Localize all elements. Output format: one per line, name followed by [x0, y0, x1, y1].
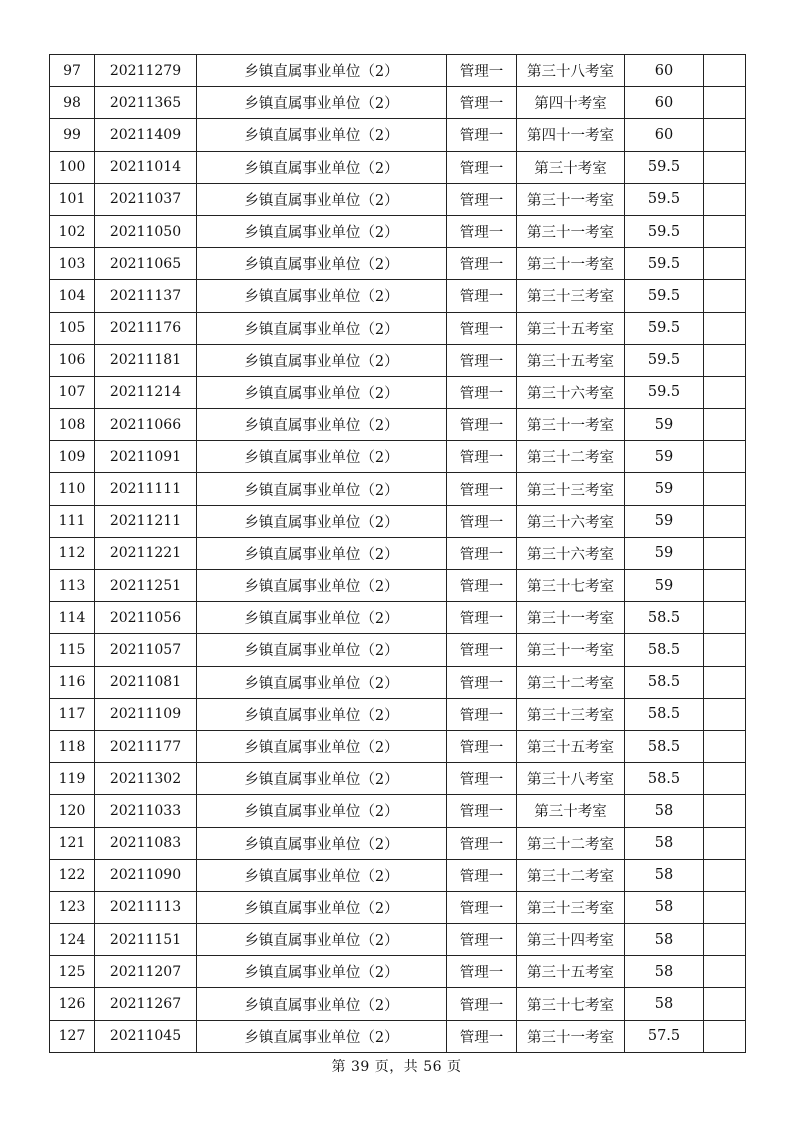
unit-cell: 乡镇直属事业单位（2）: [197, 119, 447, 151]
exam-room-cell: 第三十二考室: [517, 859, 625, 891]
table-row: [50, 376, 746, 408]
table-row: [50, 119, 746, 151]
score-cell: 59: [625, 570, 704, 602]
exam-room-cell: 第三十六考室: [517, 537, 625, 569]
exam-id-cell: 20211050: [95, 215, 197, 247]
exam-room-cell: 第三十三考室: [517, 698, 625, 730]
exam-id-cell: 20211214: [95, 376, 197, 408]
table-row: [50, 55, 746, 87]
table-row: [50, 87, 746, 119]
position-cell: 管理一: [447, 87, 517, 119]
table-row: [50, 344, 746, 376]
score-cell: 59.5: [625, 248, 704, 280]
exam-room-cell: 第三十七考室: [517, 570, 625, 602]
row-number-cell: 110: [50, 473, 95, 505]
position-cell: 管理一: [447, 988, 517, 1020]
table-row: [50, 409, 746, 441]
unit-cell: 乡镇直属事业单位（2）: [197, 602, 447, 634]
exam-room-cell: 第三十三考室: [517, 891, 625, 923]
row-number-cell: 119: [50, 763, 95, 795]
score-cell: 59.5: [625, 183, 704, 215]
row-number-cell: 103: [50, 248, 95, 280]
score-cell: 58.5: [625, 730, 704, 762]
exam-id-cell: 20211083: [95, 827, 197, 859]
exam-room-cell: 第三十八考室: [517, 55, 625, 87]
table-row: [50, 698, 746, 730]
exam-id-cell: 20211279: [95, 55, 197, 87]
score-cell: 58: [625, 891, 704, 923]
exam-id-cell: 20211151: [95, 924, 197, 956]
score-cell: 60: [625, 87, 704, 119]
exam-id-cell: 20211057: [95, 634, 197, 666]
row-number-cell: 120: [50, 795, 95, 827]
exam-room-cell: 第三十一考室: [517, 1020, 625, 1052]
table-row: [50, 988, 746, 1020]
exam-id-cell: 20211211: [95, 505, 197, 537]
exam-id-cell: 20211221: [95, 537, 197, 569]
row-number-cell: 102: [50, 215, 95, 247]
note-cell: [704, 215, 746, 247]
table-row: [50, 312, 746, 344]
score-cell: 59.5: [625, 280, 704, 312]
score-cell: 58: [625, 924, 704, 956]
note-cell: [704, 924, 746, 956]
table-row: [50, 215, 746, 247]
position-cell: 管理一: [447, 183, 517, 215]
row-number-cell: 127: [50, 1020, 95, 1052]
note-cell: [704, 505, 746, 537]
note-cell: [704, 1020, 746, 1052]
exam-id-cell: 20211033: [95, 795, 197, 827]
row-number-cell: 118: [50, 730, 95, 762]
row-number-cell: 114: [50, 602, 95, 634]
position-cell: 管理一: [447, 602, 517, 634]
note-cell: [704, 602, 746, 634]
unit-cell: 乡镇直属事业单位（2）: [197, 763, 447, 795]
position-cell: 管理一: [447, 119, 517, 151]
unit-cell: 乡镇直属事业单位（2）: [197, 376, 447, 408]
row-number-cell: 111: [50, 505, 95, 537]
note-cell: [704, 409, 746, 441]
unit-cell: 乡镇直属事业单位（2）: [197, 827, 447, 859]
unit-cell: 乡镇直属事业单位（2）: [197, 666, 447, 698]
row-number-cell: 117: [50, 698, 95, 730]
unit-cell: 乡镇直属事业单位（2）: [197, 730, 447, 762]
table-row: [50, 570, 746, 602]
unit-cell: 乡镇直属事业单位（2）: [197, 312, 447, 344]
score-cell: 58.5: [625, 666, 704, 698]
row-number-cell: 104: [50, 280, 95, 312]
exam-id-cell: 20211181: [95, 344, 197, 376]
note-cell: [704, 763, 746, 795]
table-body: [50, 55, 746, 1053]
table-row: [50, 183, 746, 215]
unit-cell: 乡镇直属事业单位（2）: [197, 537, 447, 569]
row-number-cell: 122: [50, 859, 95, 891]
note-cell: [704, 795, 746, 827]
position-cell: 管理一: [447, 248, 517, 280]
row-number-cell: 116: [50, 666, 95, 698]
exam-id-cell: 20211111: [95, 473, 197, 505]
row-number-cell: 105: [50, 312, 95, 344]
score-cell: 59.5: [625, 344, 704, 376]
note-cell: [704, 988, 746, 1020]
position-cell: 管理一: [447, 666, 517, 698]
exam-room-cell: 第三十二考室: [517, 666, 625, 698]
exam-room-cell: 第三十六考室: [517, 376, 625, 408]
exam-room-cell: 第四十考室: [517, 87, 625, 119]
exam-id-cell: 20211109: [95, 698, 197, 730]
note-cell: [704, 248, 746, 280]
score-cell: 60: [625, 55, 704, 87]
unit-cell: 乡镇直属事业单位（2）: [197, 55, 447, 87]
position-cell: 管理一: [447, 505, 517, 537]
table-row: [50, 634, 746, 666]
note-cell: [704, 891, 746, 923]
score-cell: 58.5: [625, 763, 704, 795]
exam-room-cell: 第三十六考室: [517, 505, 625, 537]
table-row: [50, 859, 746, 891]
score-cell: 59: [625, 505, 704, 537]
row-number-cell: 125: [50, 956, 95, 988]
exam-room-cell: 第三十五考室: [517, 312, 625, 344]
unit-cell: 乡镇直属事业单位（2）: [197, 409, 447, 441]
unit-cell: 乡镇直属事业单位（2）: [197, 441, 447, 473]
table-row: [50, 505, 746, 537]
exam-room-cell: 第三十五考室: [517, 344, 625, 376]
note-cell: [704, 859, 746, 891]
score-cell: 58: [625, 859, 704, 891]
exam-id-cell: 20211409: [95, 119, 197, 151]
exam-room-cell: 第三十一考室: [517, 602, 625, 634]
results-table: [49, 54, 746, 1053]
note-cell: [704, 87, 746, 119]
exam-room-cell: 第四十一考室: [517, 119, 625, 151]
row-number-cell: 98: [50, 87, 95, 119]
exam-id-cell: 20211014: [95, 151, 197, 183]
position-cell: 管理一: [447, 891, 517, 923]
note-cell: [704, 473, 746, 505]
exam-id-cell: 20211302: [95, 763, 197, 795]
exam-id-cell: 20211267: [95, 988, 197, 1020]
note-cell: [704, 55, 746, 87]
row-number-cell: 107: [50, 376, 95, 408]
score-cell: 58: [625, 827, 704, 859]
note-cell: [704, 956, 746, 988]
note-cell: [704, 827, 746, 859]
exam-room-cell: 第三十考室: [517, 795, 625, 827]
note-cell: [704, 730, 746, 762]
table-row: [50, 1020, 746, 1052]
table-row: [50, 924, 746, 956]
unit-cell: 乡镇直属事业单位（2）: [197, 215, 447, 247]
exam-id-cell: 20211207: [95, 956, 197, 988]
score-cell: 59.5: [625, 376, 704, 408]
unit-cell: 乡镇直属事业单位（2）: [197, 956, 447, 988]
position-cell: 管理一: [447, 859, 517, 891]
position-cell: 管理一: [447, 215, 517, 247]
table-row: [50, 473, 746, 505]
exam-id-cell: 20211065: [95, 248, 197, 280]
position-cell: 管理一: [447, 956, 517, 988]
note-cell: [704, 537, 746, 569]
unit-cell: 乡镇直属事业单位（2）: [197, 859, 447, 891]
exam-room-cell: 第三十一考室: [517, 634, 625, 666]
unit-cell: 乡镇直属事业单位（2）: [197, 698, 447, 730]
table-row: [50, 441, 746, 473]
exam-id-cell: 20211037: [95, 183, 197, 215]
row-number-cell: 124: [50, 924, 95, 956]
position-cell: 管理一: [447, 924, 517, 956]
score-cell: 59.5: [625, 215, 704, 247]
row-number-cell: 97: [50, 55, 95, 87]
table-row: [50, 956, 746, 988]
score-cell: 59: [625, 537, 704, 569]
position-cell: 管理一: [447, 55, 517, 87]
score-cell: 58.5: [625, 602, 704, 634]
row-number-cell: 112: [50, 537, 95, 569]
exam-room-cell: 第三十四考室: [517, 924, 625, 956]
unit-cell: 乡镇直属事业单位（2）: [197, 473, 447, 505]
exam-id-cell: 20211176: [95, 312, 197, 344]
score-cell: 58: [625, 956, 704, 988]
unit-cell: 乡镇直属事业单位（2）: [197, 87, 447, 119]
exam-id-cell: 20211045: [95, 1020, 197, 1052]
position-cell: 管理一: [447, 537, 517, 569]
row-number-cell: 101: [50, 183, 95, 215]
exam-room-cell: 第三十一考室: [517, 409, 625, 441]
table-row: [50, 763, 746, 795]
note-cell: [704, 666, 746, 698]
table-row: [50, 248, 746, 280]
note-cell: [704, 441, 746, 473]
position-cell: 管理一: [447, 312, 517, 344]
score-cell: 57.5: [625, 1020, 704, 1052]
position-cell: 管理一: [447, 730, 517, 762]
unit-cell: 乡镇直属事业单位（2）: [197, 1020, 447, 1052]
exam-room-cell: 第三十五考室: [517, 730, 625, 762]
row-number-cell: 113: [50, 570, 95, 602]
position-cell: 管理一: [447, 376, 517, 408]
position-cell: 管理一: [447, 827, 517, 859]
table-row: [50, 602, 746, 634]
exam-room-cell: 第三十七考室: [517, 988, 625, 1020]
note-cell: [704, 119, 746, 151]
score-cell: 58.5: [625, 634, 704, 666]
row-number-cell: 106: [50, 344, 95, 376]
note-cell: [704, 344, 746, 376]
score-cell: 58.5: [625, 698, 704, 730]
unit-cell: 乡镇直属事业单位（2）: [197, 988, 447, 1020]
score-cell: 59.5: [625, 312, 704, 344]
note-cell: [704, 634, 746, 666]
unit-cell: 乡镇直属事业单位（2）: [197, 795, 447, 827]
position-cell: 管理一: [447, 473, 517, 505]
table-row: [50, 666, 746, 698]
table-row: [50, 280, 746, 312]
unit-cell: 乡镇直属事业单位（2）: [197, 280, 447, 312]
unit-cell: 乡镇直属事业单位（2）: [197, 505, 447, 537]
page-footer: 第 39 页，共 56 页: [331, 1059, 462, 1075]
note-cell: [704, 376, 746, 408]
table-row: [50, 827, 746, 859]
score-cell: 58: [625, 795, 704, 827]
unit-cell: 乡镇直属事业单位（2）: [197, 151, 447, 183]
exam-room-cell: 第三十五考室: [517, 956, 625, 988]
position-cell: 管理一: [447, 570, 517, 602]
unit-cell: 乡镇直属事业单位（2）: [197, 570, 447, 602]
row-number-cell: 99: [50, 119, 95, 151]
row-number-cell: 109: [50, 441, 95, 473]
exam-room-cell: 第三十八考室: [517, 763, 625, 795]
note-cell: [704, 280, 746, 312]
position-cell: 管理一: [447, 698, 517, 730]
note-cell: [704, 183, 746, 215]
unit-cell: 乡镇直属事业单位（2）: [197, 924, 447, 956]
note-cell: [704, 312, 746, 344]
position-cell: 管理一: [447, 634, 517, 666]
unit-cell: 乡镇直属事业单位（2）: [197, 183, 447, 215]
row-number-cell: 121: [50, 827, 95, 859]
table-row: [50, 151, 746, 183]
row-number-cell: 115: [50, 634, 95, 666]
exam-id-cell: 20211251: [95, 570, 197, 602]
table-row: [50, 537, 746, 569]
score-cell: 60: [625, 119, 704, 151]
unit-cell: 乡镇直属事业单位（2）: [197, 634, 447, 666]
row-number-cell: 108: [50, 409, 95, 441]
row-number-cell: 123: [50, 891, 95, 923]
exam-room-cell: 第三十考室: [517, 151, 625, 183]
position-cell: 管理一: [447, 344, 517, 376]
position-cell: 管理一: [447, 280, 517, 312]
exam-id-cell: 20211365: [95, 87, 197, 119]
exam-id-cell: 20211113: [95, 891, 197, 923]
position-cell: 管理一: [447, 441, 517, 473]
score-cell: 59: [625, 441, 704, 473]
unit-cell: 乡镇直属事业单位（2）: [197, 891, 447, 923]
exam-id-cell: 20211137: [95, 280, 197, 312]
note-cell: [704, 151, 746, 183]
score-cell: 58: [625, 988, 704, 1020]
exam-room-cell: 第三十二考室: [517, 827, 625, 859]
unit-cell: 乡镇直属事业单位（2）: [197, 248, 447, 280]
score-cell: 59: [625, 473, 704, 505]
note-cell: [704, 570, 746, 602]
exam-room-cell: 第三十二考室: [517, 441, 625, 473]
exam-id-cell: 20211091: [95, 441, 197, 473]
position-cell: 管理一: [447, 151, 517, 183]
exam-room-cell: 第三十一考室: [517, 215, 625, 247]
exam-id-cell: 20211056: [95, 602, 197, 634]
table-row: [50, 891, 746, 923]
exam-room-cell: 第三十三考室: [517, 280, 625, 312]
exam-id-cell: 20211066: [95, 409, 197, 441]
unit-cell: 乡镇直属事业单位（2）: [197, 344, 447, 376]
table-row: [50, 795, 746, 827]
score-cell: 59: [625, 409, 704, 441]
exam-id-cell: 20211090: [95, 859, 197, 891]
position-cell: 管理一: [447, 1020, 517, 1052]
exam-id-cell: 20211177: [95, 730, 197, 762]
exam-id-cell: 20211081: [95, 666, 197, 698]
score-cell: 59.5: [625, 151, 704, 183]
exam-room-cell: 第三十一考室: [517, 183, 625, 215]
table-row: [50, 730, 746, 762]
exam-room-cell: 第三十一考室: [517, 248, 625, 280]
position-cell: 管理一: [447, 409, 517, 441]
row-number-cell: 100: [50, 151, 95, 183]
position-cell: 管理一: [447, 763, 517, 795]
position-cell: 管理一: [447, 795, 517, 827]
note-cell: [704, 698, 746, 730]
exam-room-cell: 第三十三考室: [517, 473, 625, 505]
row-number-cell: 126: [50, 988, 95, 1020]
